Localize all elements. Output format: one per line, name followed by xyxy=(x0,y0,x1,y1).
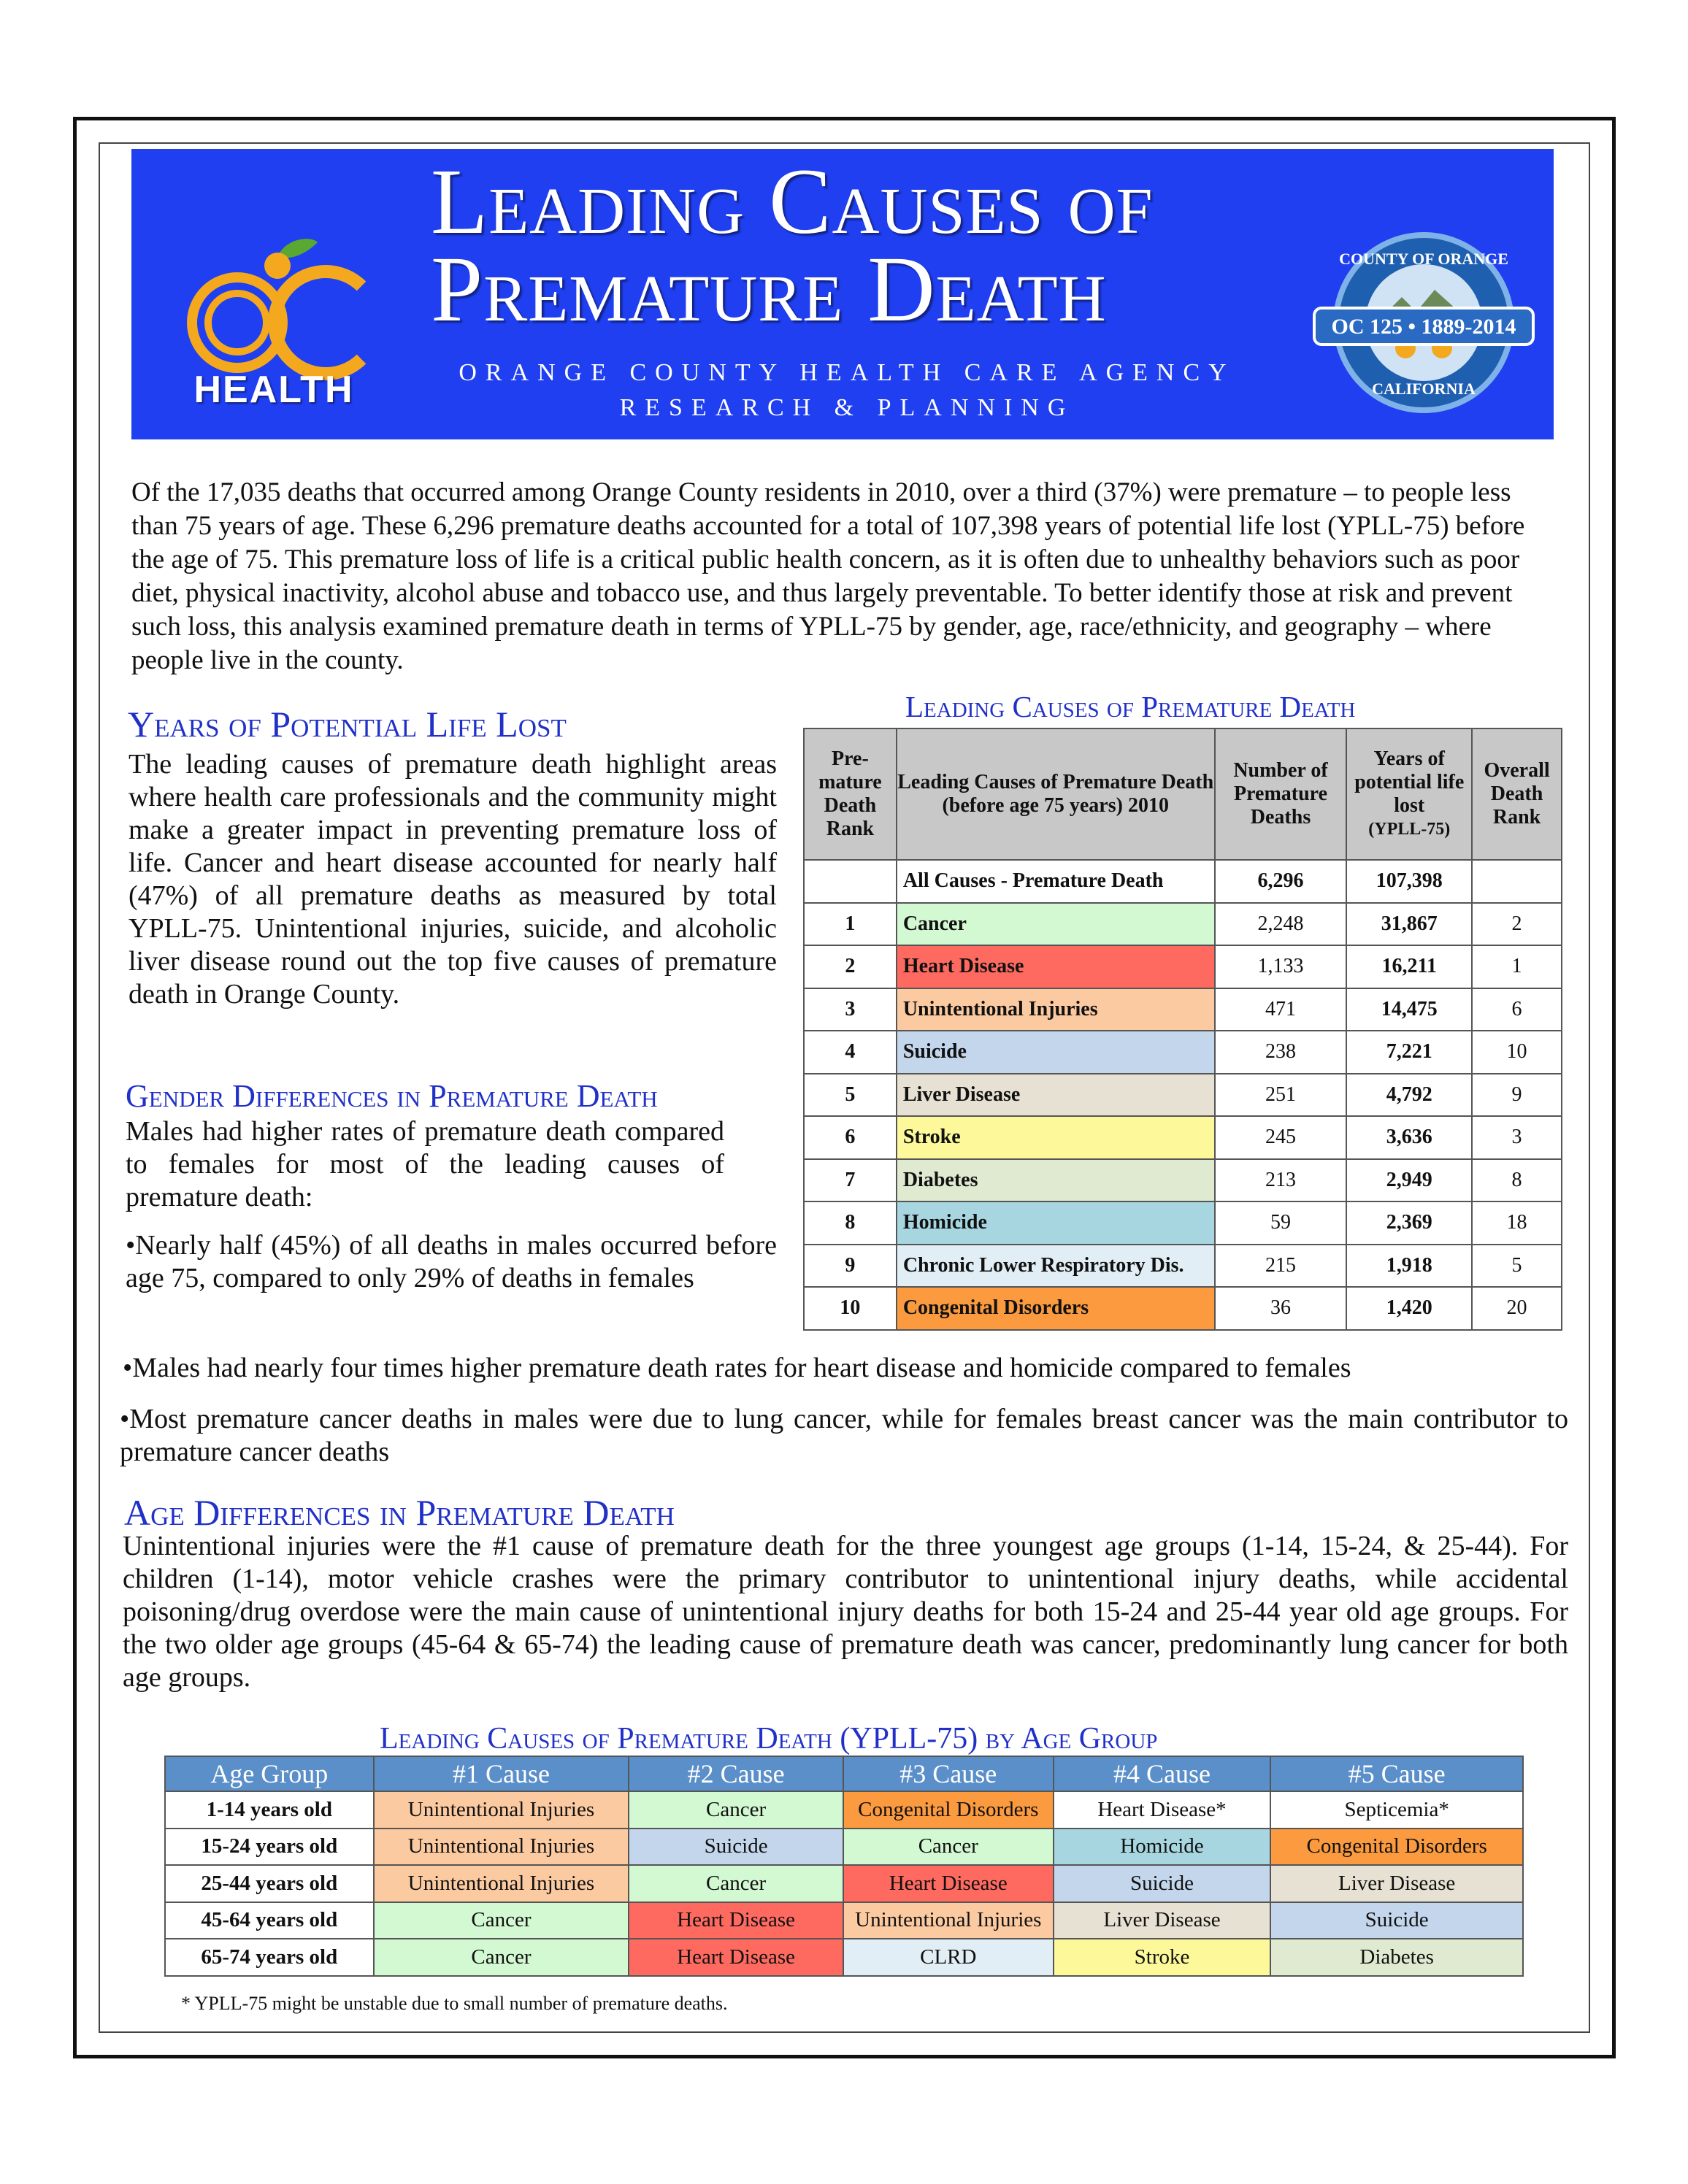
title-line-1: Leading Causes of xyxy=(431,150,1154,253)
table-row xyxy=(804,1031,1562,1074)
table-cell-cause: CLRD xyxy=(843,1939,1054,1976)
table-cell-age-group: 1-14 years old xyxy=(165,1791,374,1829)
table-cell-cause: Diabetes xyxy=(1270,1939,1523,1976)
gender-bullet-3: •Most premature cancer deaths in males were due to lung cancer, while for females breast cancer was the main contributor to premature cancer deaths xyxy=(120,1404,1568,1467)
heading-ypll: Years of Potential Life Lost xyxy=(128,704,567,745)
table-row xyxy=(165,1902,1523,1939)
table-cell-cause: Cancer xyxy=(897,903,1215,946)
table-cell-cause: Liver Disease xyxy=(1270,1865,1523,1902)
table-cell-overall-rank: 3 xyxy=(1472,1116,1562,1159)
header-deaths: Number of Premature Deaths xyxy=(1215,728,1347,860)
table-cell-deaths: 215 xyxy=(1215,1245,1347,1288)
gender-paragraph: Males had higher rates of premature death compared to females for most of the leading causes of premature death: xyxy=(126,1116,724,1212)
table-cell-cause: All Causes - Premature Death xyxy=(897,860,1215,903)
table-header-row xyxy=(165,1756,1523,1791)
table-cell-overall-rank: 18 xyxy=(1472,1201,1562,1245)
table-cell-overall-rank: 1 xyxy=(1472,945,1562,988)
table-cell-cause: Stroke xyxy=(1054,1939,1271,1976)
table-cell-cause: Heart Disease xyxy=(629,1902,843,1939)
header-ypll-label: Years of potential life lost xyxy=(1354,747,1465,817)
table-cell-ypll: 107,398 xyxy=(1346,860,1472,903)
table-cell-age-group: 15-24 years old xyxy=(165,1829,374,1866)
table-cell-rank: 5 xyxy=(804,1074,897,1117)
table-cell-overall-rank: 6 xyxy=(1472,988,1562,1031)
table-row xyxy=(804,1116,1562,1159)
table-cell-overall-rank: 9 xyxy=(1472,1074,1562,1117)
table-cell-rank: 7 xyxy=(804,1159,897,1202)
table-cell-age-group: 65-74 years old xyxy=(165,1939,374,1976)
header-cause-5: #5 Cause xyxy=(1270,1756,1523,1791)
table-cell-cause: Congenital Disorders xyxy=(843,1791,1054,1829)
header-cause-2: #2 Cause xyxy=(629,1756,843,1791)
table-cell-cause: Suicide xyxy=(629,1829,843,1866)
table-row xyxy=(804,1201,1562,1245)
table-row xyxy=(165,1829,1523,1866)
table-cell-ypll: 4,792 xyxy=(1346,1074,1472,1117)
table-cell-cause: Heart Disease xyxy=(897,945,1215,988)
table-cell-rank: 8 xyxy=(804,1201,897,1245)
svg-text:OC 125 • 1889-2014: OC 125 • 1889-2014 xyxy=(1331,315,1516,339)
svg-text:CALIFORNIA: CALIFORNIA xyxy=(1372,380,1476,398)
intro-paragraph: Of the 17,035 deaths that occurred among Orange County residents in 2010, over a third (37%) were premature – to people less than 75 years of age. These 6,296 premature deaths accounted for a total of 107,398 years of potential life lost (YPLL-75) before the age of 75. This premature loss of life is a critical public health concern, as it is often due to unhealthy behaviors such as poor diet, physical inactivity, alcohol abuse and tobacco use, and thus largely preventable. To better identify those at risk and prevent such loss, this analysis examined premature death in terms of YPLL-75 by gender, age, race/ethnicity, and geography – where people live in the county. xyxy=(131,477,1525,675)
table-cell-cause: Unintentional Injuries xyxy=(374,1829,629,1866)
table-cell-cause: Chronic Lower Respiratory Dis. xyxy=(897,1245,1215,1288)
table-cell-deaths: 59 xyxy=(1215,1201,1347,1245)
table-row xyxy=(804,903,1562,946)
table-cell-ypll: 1,918 xyxy=(1346,1245,1472,1288)
table-cell-cause: Congenital Disorders xyxy=(897,1287,1215,1330)
table-cell-deaths: 251 xyxy=(1215,1074,1347,1117)
table-cell-cause: Suicide xyxy=(1054,1865,1271,1902)
table-cell-cause: Unintentional Injuries xyxy=(374,1791,629,1829)
table-cell-ypll: 3,636 xyxy=(1346,1116,1472,1159)
table-cell-deaths: 245 xyxy=(1215,1116,1347,1159)
gender-bullet-1: •Nearly half (45%) of all deaths in males occurred before age 75, compared to only 29% of deaths in females xyxy=(126,1230,777,1293)
table-cell xyxy=(1472,860,1562,903)
table-row xyxy=(165,1791,1523,1829)
table-cell-deaths: 36 xyxy=(1215,1287,1347,1330)
table-cell-ypll: 31,867 xyxy=(1346,903,1472,946)
table-cell-cause: Homicide xyxy=(1054,1829,1271,1866)
department-name: RESEARCH & PLANNING xyxy=(619,394,1075,421)
table-cell-deaths: 2,248 xyxy=(1215,903,1347,946)
county-seal-logo xyxy=(1307,228,1541,418)
table-row xyxy=(165,1865,1523,1902)
age-paragraph: Unintentional injuries were the #1 cause of premature death for the three youngest age groups (1-14, 15-24, & 25-44). For children (1-14), motor vehicle crashes were the primary contributor to unintentional injury deaths, while accidental poisoning/drug overdose were the main cause of unintentional injury deaths for both 15-24 and 25-44 year old age groups. For the two older age groups (45-64 & 65-74) the leading cause of premature death was cancer, predominantly lung cancer for both age groups. xyxy=(123,1531,1568,1693)
header-cause: Leading Causes of Premature Death (before age 75 years) 2010 xyxy=(897,728,1215,860)
header-banner xyxy=(131,149,1554,439)
table-cell-cause: Cancer xyxy=(629,1791,843,1829)
header-ypll-unit: (YPLL-75) xyxy=(1368,820,1451,839)
header-rank: Pre-mature Death Rank xyxy=(804,728,897,860)
table-cell-overall-rank: 8 xyxy=(1472,1159,1562,1202)
gender-bullet-2: •Males had nearly four times higher premature death rates for heart disease and homicide compared to females xyxy=(123,1353,1351,1383)
table-cell-overall-rank: 20 xyxy=(1472,1287,1562,1330)
table-cell-rank: 2 xyxy=(804,945,897,988)
table-cell-cause: Liver Disease xyxy=(897,1074,1215,1117)
table-cell-cause: Heart Disease* xyxy=(1054,1791,1271,1829)
table-cell-cause: Unintentional Injuries xyxy=(374,1865,629,1902)
table-cell-deaths: 238 xyxy=(1215,1031,1347,1074)
age-group-table xyxy=(164,1756,1524,1977)
table-row xyxy=(804,945,1562,988)
table-cell-cause: Heart Disease xyxy=(629,1939,843,1976)
header-overall-rank: Overall Death Rank xyxy=(1472,728,1562,860)
footnote: * YPLL-75 might be unstable due to small number of premature deaths. xyxy=(181,1993,728,2014)
table-row xyxy=(804,988,1562,1031)
table-row xyxy=(804,1074,1562,1117)
table-cell-cause: Unintentional Injuries xyxy=(843,1902,1054,1939)
table-cell-ypll: 14,475 xyxy=(1346,988,1472,1031)
table-cell-rank: 6 xyxy=(804,1116,897,1159)
table-cell-age-group: 25-44 years old xyxy=(165,1865,374,1902)
table-cell-deaths: 471 xyxy=(1215,988,1347,1031)
table-cell-rank: 10 xyxy=(804,1287,897,1330)
heading-gender: Gender Differences in Premature Death xyxy=(126,1078,658,1114)
table-cell-cause: Stroke xyxy=(897,1116,1215,1159)
table-cell-overall-rank: 5 xyxy=(1472,1245,1562,1288)
table-cell-rank: 9 xyxy=(804,1245,897,1288)
ypll-paragraph: The leading causes of premature death highlight areas where health care professionals and the community might make a greater impact in preventing premature loss of life. Cancer and heart disease accounted for nearly half (47%) of all premature deaths as measured by total YPLL-75. Unintentional injuries, suicide, and alcoholic liver disease round out the top five causes of premature death in Orange County. xyxy=(128,749,777,1010)
table-cell-cause: Homicide xyxy=(897,1201,1215,1245)
table-row xyxy=(804,1287,1562,1330)
table-cell-ypll: 16,211 xyxy=(1346,945,1472,988)
table-cell-cause: Cancer xyxy=(629,1865,843,1902)
table-row xyxy=(165,1939,1523,1976)
table-cell-cause: Unintentional Injuries xyxy=(897,988,1215,1031)
agency-name: ORANGE COUNTY HEALTH CARE AGENCY xyxy=(459,359,1235,386)
header-age-group: Age Group xyxy=(165,1756,374,1791)
table-cell-deaths: 1,133 xyxy=(1215,945,1347,988)
table-row xyxy=(804,1159,1562,1202)
table-cell-rank: 1 xyxy=(804,903,897,946)
header-ypll xyxy=(1346,728,1472,860)
table-cell-cause: Congenital Disorders xyxy=(1270,1829,1523,1866)
table-cell-age-group: 45-64 years old xyxy=(165,1902,374,1939)
table-cell-cause: Suicide xyxy=(1270,1902,1523,1939)
page-title xyxy=(431,150,1307,341)
table-cell-ypll: 2,369 xyxy=(1346,1201,1472,1245)
table-cell-ypll: 7,221 xyxy=(1346,1031,1472,1074)
table-cell-ypll: 2,949 xyxy=(1346,1159,1472,1202)
table-cell-cause: Heart Disease xyxy=(843,1865,1054,1902)
table-cell-overall-rank: 2 xyxy=(1472,903,1562,946)
table-cell-cause: Liver Disease xyxy=(1054,1902,1271,1939)
table-cell-cause: Cancer xyxy=(374,1939,629,1976)
table-header-row xyxy=(804,728,1562,860)
table-cell-deaths: 6,296 xyxy=(1215,860,1347,903)
table-cell xyxy=(804,860,897,903)
leading-causes-table xyxy=(803,728,1562,1331)
svg-text:COUNTY OF ORANGE: COUNTY OF ORANGE xyxy=(1339,250,1508,268)
heading-age-group-table: Leading Causes of Premature Death (YPLL-75) by Age Group xyxy=(380,1722,1158,1756)
header-cause-3: #3 Cause xyxy=(843,1756,1054,1791)
table-cell-cause: Suicide xyxy=(897,1031,1215,1074)
header-cause-1: #1 Cause xyxy=(374,1756,629,1791)
header-cause-4: #4 Cause xyxy=(1054,1756,1271,1791)
table-row-all-causes xyxy=(804,860,1562,903)
table-cell-rank: 3 xyxy=(804,988,897,1031)
table-cell-cause: Septicemia* xyxy=(1270,1791,1523,1829)
table-cell-deaths: 213 xyxy=(1215,1159,1347,1202)
table-cell-ypll: 1,420 xyxy=(1346,1287,1472,1330)
title-line-2: Premature Death xyxy=(431,237,1107,341)
table-cell-cause: Diabetes xyxy=(897,1159,1215,1202)
table-cell-cause: Cancer xyxy=(374,1902,629,1939)
heading-leading-causes-table: Leading Causes of Premature Death xyxy=(905,690,1356,723)
table-cell-overall-rank: 10 xyxy=(1472,1031,1562,1074)
logo-health-text: HEALTH xyxy=(193,369,354,411)
table-row xyxy=(804,1245,1562,1288)
table-cell-cause: Cancer xyxy=(843,1829,1054,1866)
table-cell-rank: 4 xyxy=(804,1031,897,1074)
heading-age: Age Differences in Premature Death xyxy=(124,1492,675,1533)
